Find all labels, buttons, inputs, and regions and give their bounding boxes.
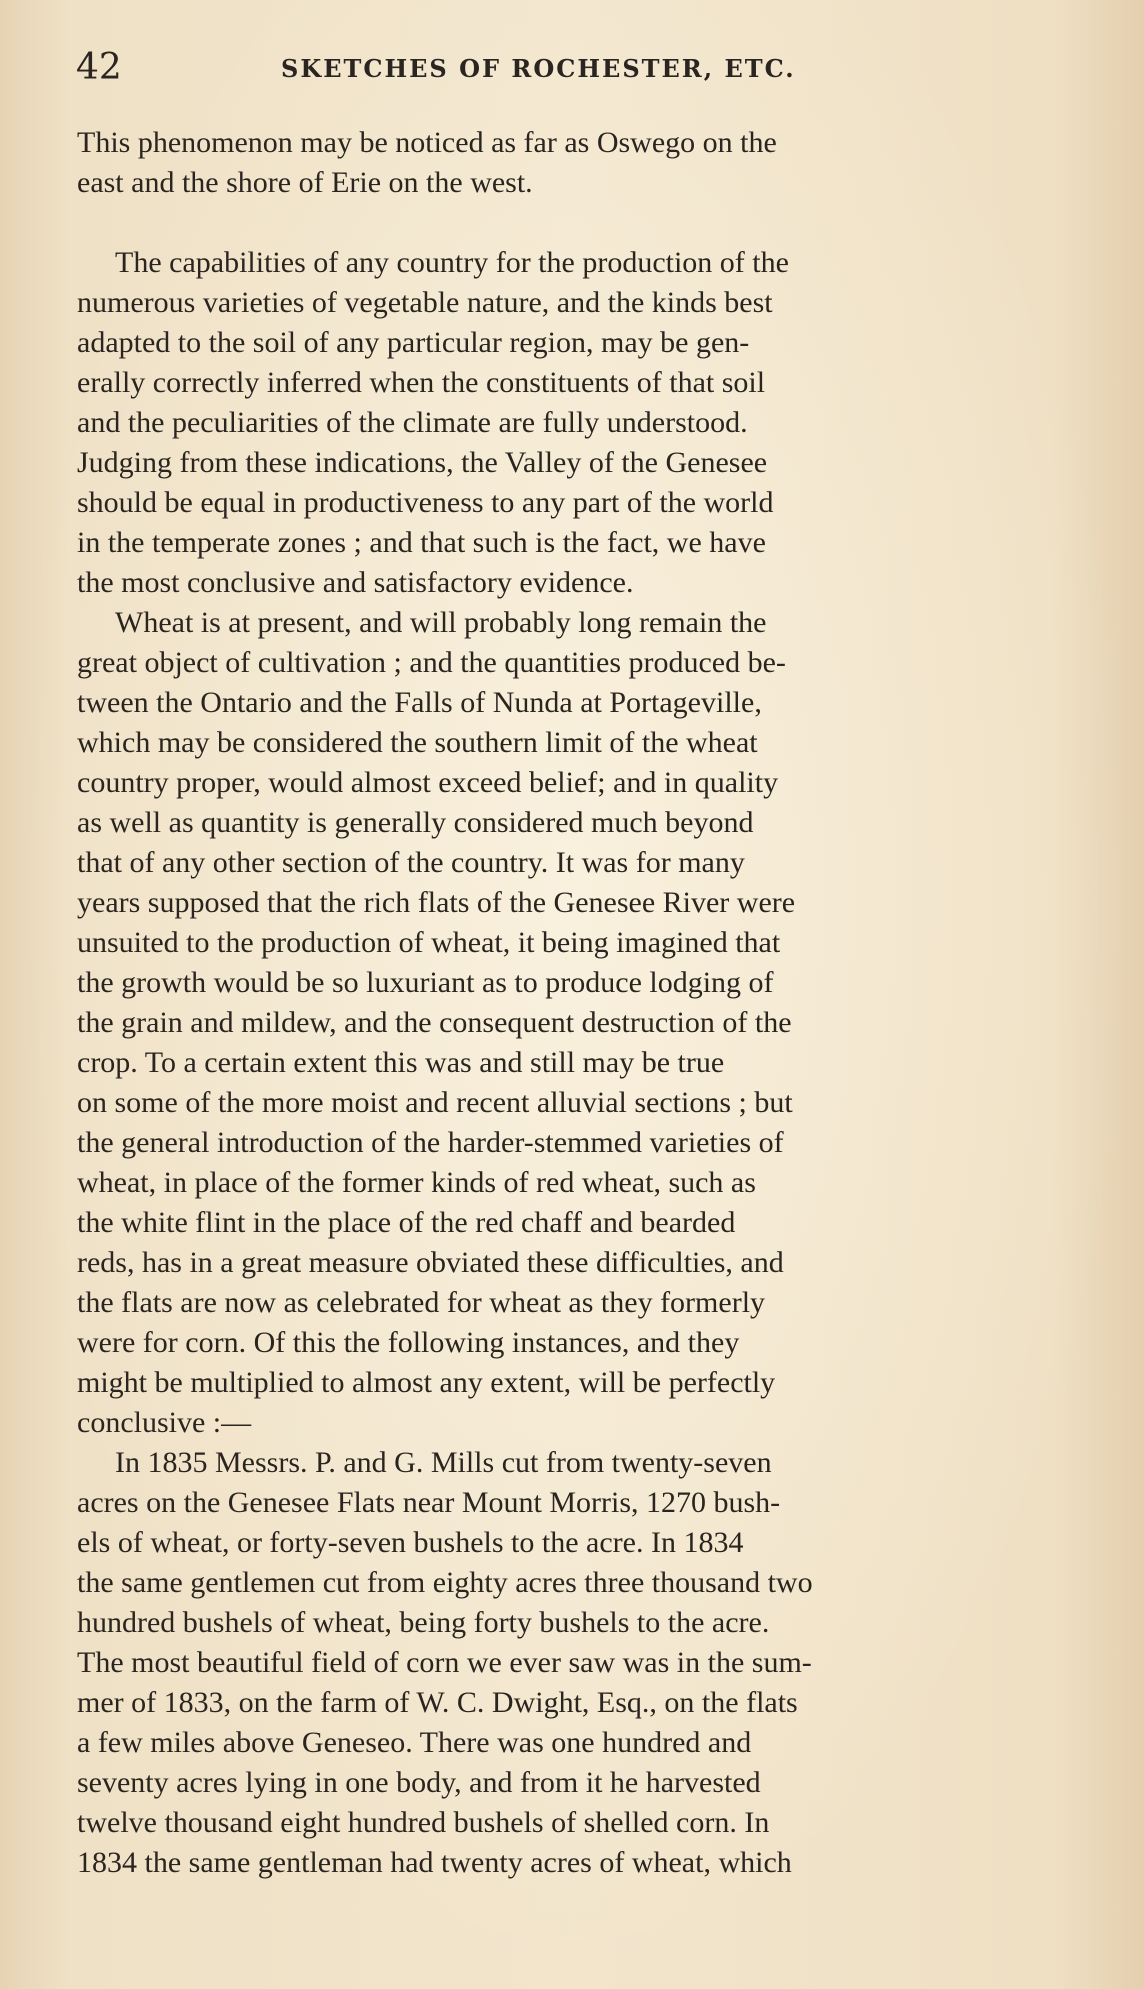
text-line: the general introduction of the harder-stemmed varieties of (77, 1126, 784, 1159)
page-header (76, 44, 846, 92)
text-line: on some of the more moist and recent alluvial sections ; but (77, 1086, 793, 1119)
text-line: seventy acres lying in one body, and from it he harvested (77, 1766, 761, 1799)
text-line: The most beautiful field of corn we ever saw was in the sum- (77, 1646, 812, 1679)
text-line: as well as quantity is generally considered much beyond (77, 806, 754, 839)
text-line: reds, has in a great measure obviated these difficulties, and (77, 1246, 784, 1279)
text-line: acres on the Genesee Flats near Mount Morris, 1270 bush- (77, 1486, 781, 1519)
text-line: a few miles above Geneseo. There was one hundred and (77, 1726, 752, 1759)
text-line: were for corn. Of this the following instances, and they (77, 1326, 740, 1359)
text-line: erally correctly inferred when the constituents of that soil (77, 366, 766, 399)
running-head: SKETCHES OF ROCHESTER, ETC. (281, 54, 796, 83)
text-line: unsuited to the production of wheat, it being imagined that (77, 926, 781, 959)
text-line: the most conclusive and satisfactory evidence. (77, 566, 634, 599)
text-line: mer of 1833, on the farm of W. C. Dwight, Esq., on the flats (77, 1686, 798, 1719)
text-line: great object of cultivation ; and the quantities produced be- (77, 646, 786, 679)
text-line: east and the shore of Erie on the west. (77, 166, 533, 199)
text-line: numerous varieties of vegetable nature, and the kinds best (77, 286, 773, 319)
paragraph (77, 1443, 1047, 1883)
text-line: in the temperate zones ; and that such is the fact, we have (77, 526, 766, 559)
text-line: Wheat is at present, and will probably long remain the (115, 606, 767, 639)
text-line: adapted to the soil of any particular region, may be gen- (77, 326, 750, 359)
text-line: The capabilities of any country for the production of the (115, 246, 789, 279)
text-line: the flats are now as celebrated for wheat as they formerly (77, 1286, 766, 1319)
text-line: conclusive :— (77, 1406, 252, 1439)
paragraph (77, 243, 1047, 603)
text-line: country proper, would almost exceed belief; and in quality (77, 766, 779, 799)
text-line: might be multiplied to almost any extent, will be perfectly (77, 1366, 776, 1399)
text-line: This phenomenon may be noticed as far as Oswego on the (77, 126, 777, 159)
paragraph-gap (77, 203, 1047, 243)
text-line: els of wheat, or forty-seven bushels to the acre. In 1834 (77, 1526, 744, 1559)
paragraph (77, 603, 1047, 1443)
body-text (77, 123, 1047, 1883)
text-line: crop. To a certain extent this was and still may be true (77, 1046, 725, 1079)
text-line: the same gentlemen cut from eighty acres three thousand two (77, 1566, 813, 1599)
paragraph (77, 123, 1047, 203)
text-line: tween the Ontario and the Falls of Nunda at Portageville, (77, 686, 762, 719)
text-line: twelve thousand eight hundred bushels of shelled corn. In (77, 1806, 770, 1839)
text-line: In 1835 Messrs. P. and G. Mills cut from twenty-seven (115, 1446, 772, 1479)
text-line: and the peculiarities of the climate are fully understood. (77, 406, 748, 439)
text-line: Judging from these indications, the Valley of the Genesee (77, 446, 768, 479)
page-number: 42 (76, 47, 122, 88)
text-line: that of any other section of the country. It was for many (77, 846, 745, 879)
text-line: 1834 the same gentleman had twenty acres of wheat, which (77, 1846, 792, 1879)
text-line: years supposed that the rich flats of the Genesee River were (77, 886, 796, 919)
text-line: the white flint in the place of the red chaff and bearded (77, 1206, 736, 1239)
text-line: which may be considered the southern limit of the wheat (77, 726, 758, 759)
text-line: the grain and mildew, and the consequent destruction of the (77, 1006, 792, 1039)
text-line: hundred bushels of wheat, being forty bushels to the acre. (77, 1606, 770, 1639)
text-line: wheat, in place of the former kinds of red wheat, such as (77, 1166, 756, 1199)
text-line: the growth would be so luxuriant as to produce lodging of (77, 966, 774, 999)
text-line: should be equal in productiveness to any part of the world (77, 486, 774, 519)
